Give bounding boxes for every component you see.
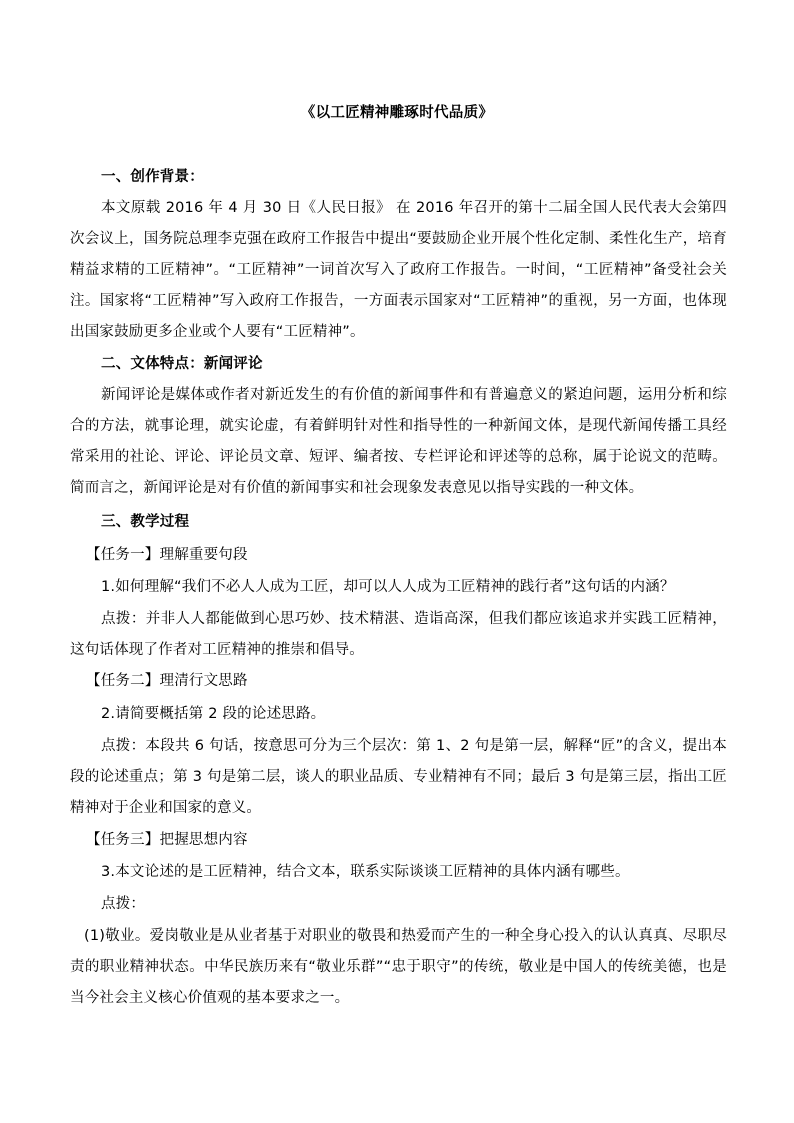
section-heading-teaching: 三、教学过程	[101, 514, 190, 530]
answer-one: 点拨：并非人人都能做到心思巧妙、技术精湛、造诣高深，但我们都应该追求并实践工匠精神，这句话体现了作者对工匠精神的推崇和倡导。	[70, 611, 727, 658]
task-two-label: 【任务二】理清行文思路	[86, 673, 248, 689]
paragraph-background: 本文原载 2016 年 4 月 30 日《人民日报》 在 2016 年召开的第十二届全国人民代表大会第四次会议上，国务院总理李克强在政府工作报告中提出“要鼓励企业开展个性化定制、柔性化生产，培育精益求精的工匠精神”。“工匠精神”一词首次写入了政府工作报告。一时间，“工匠精神”备受社会关注。国家将“工匠精神”写入政府工作报告，一方面表示国家对“工匠精神”的重视，另一方面，也体现出国家鼓励更多企业或个人要有“工匠精神”。	[70, 200, 727, 340]
document-title: 《以工匠精神雕琢时代品质》	[300, 105, 494, 121]
paragraph-genre: 新闻评论是媒体或作者对新近发生的有价值的新闻事件和有普遍意义的紧迫问题，运用分析和综合的方法，就事论理，就实论虚，有着鲜明针对性和指导性的一种新闻文体，是现代新闻传播工具经常采用的社论、评论、评论员文章、短评、编者按、专栏评论和评述等的总称，属于论说文的范畴。简而言之，新闻评论是对有价值的新闻事实和社会现象发表意见以指导实践的一种文体。	[70, 387, 727, 496]
answer-three-label: 点拨：	[101, 896, 146, 912]
section-heading-background: 一、创作背景：	[101, 169, 204, 185]
question-three: 3.本文论述的是工匠精神，结合文本，联系实际谈谈工匠精神的具体内涵有哪些。	[101, 864, 630, 880]
task-one-label: 【任务一】理解重要句段	[86, 547, 248, 563]
question-two: 2.请简要概括第 2 段的论述思路。	[101, 706, 326, 722]
task-three-label: 【任务三】把握思想内容	[86, 832, 248, 848]
answer-two: 点拨：本段共 6 句话，按意思可分为三个层次：第 1、2 句是第一层，解释“匠”的含义，提出本段的论述重点；第 3 句是第二层，谈人的职业品质、专业精神有不同；最后 3 句是第三层，指出工匠精神对于企业和国家的意义。	[70, 738, 727, 816]
question-one: 1.如何理解“我们不必人人成为工匠，却可以人人成为工匠精神的践行者”这句话的内涵？	[101, 579, 675, 595]
section-heading-genre: 二、文体特点：新闻评论	[101, 356, 263, 372]
answer-three-item-one: (1)敬业。爱岗敬业是从业者基于对职业的敬畏和热爱而产生的一种全身心投入的认认真真、尽职尽责的职业精神状态。中华民族历来有“敬业乐群”“忠于职守”的传统，敬业是中国人的传统美德，也是当今社会主义核心价值观的基本要求之一。	[70, 928, 727, 1006]
